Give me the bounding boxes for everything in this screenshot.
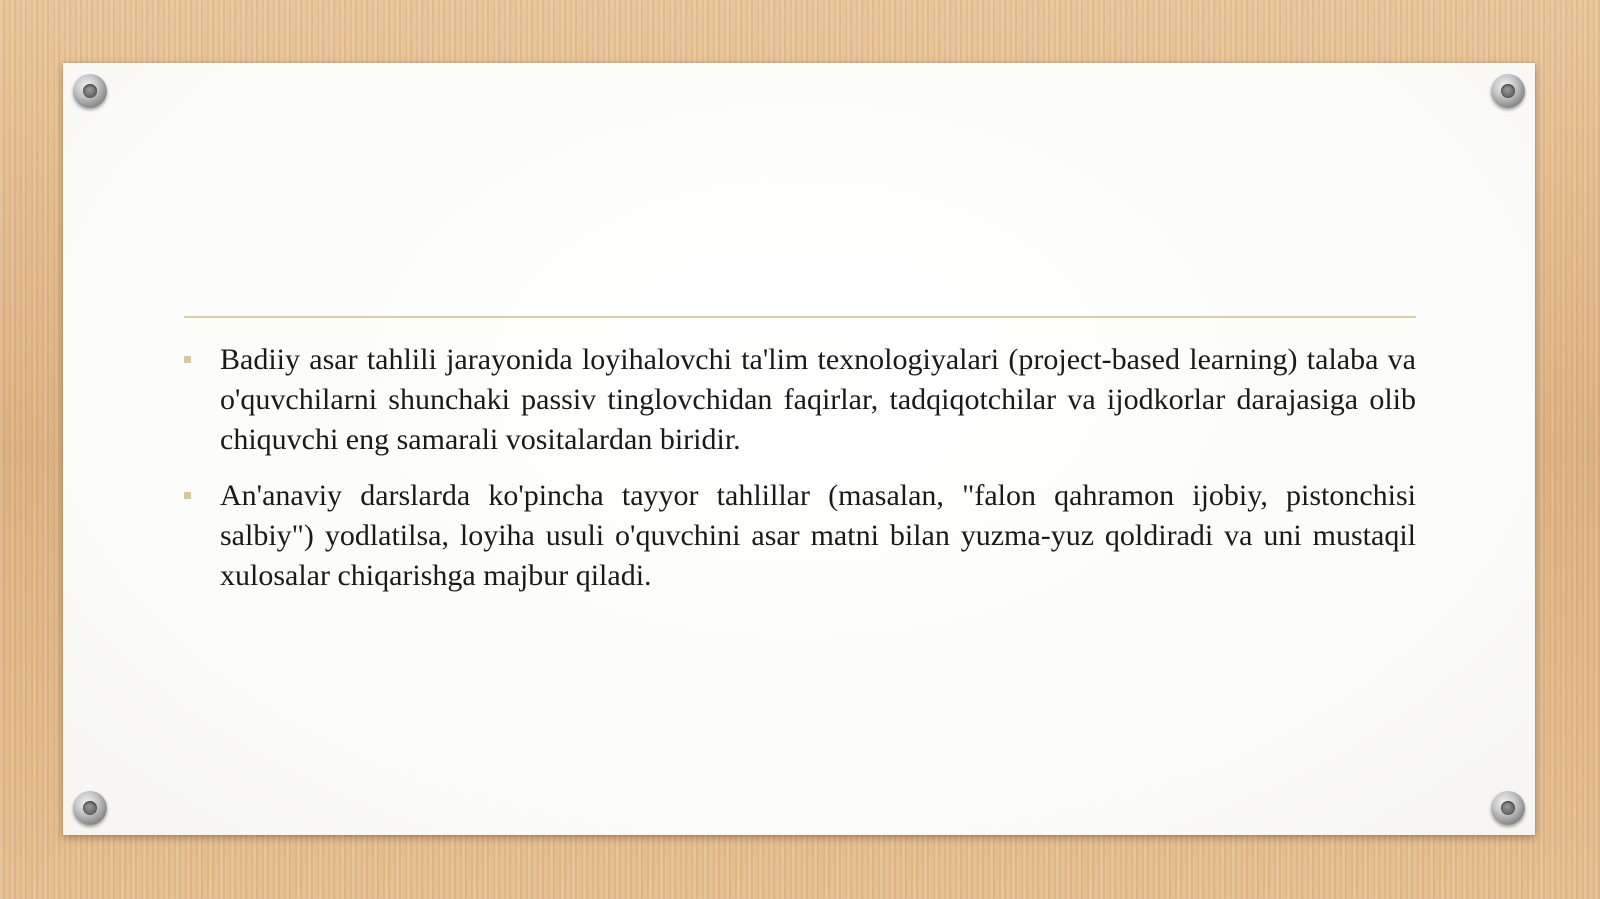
bullet-text: An'anaviy darslarda ko'pincha tayyor tahlillar (masalan, "falon qahramon ijobiy, pistonchisi salbiy") yodlatilsa, loyiha usuli o'quvchini asar matni bilan yuzma-yuz qoldiradi va uni mustaqil xulosalar chiqarishga majbur qiladi. bbox=[220, 479, 1416, 592]
bullet-marker-icon bbox=[184, 492, 191, 499]
bullet-item-1 bbox=[184, 340, 1416, 460]
bullet-text: Badiiy asar tahlili jarayonida loyihalovchi ta'lim texnologiyalari (project-based learning) talaba va o'quvchilarni shunchaki passiv tinglovchidan faqirlar, tadqiqotchilar va ijodkorlar darajasiga olib chiquvchi eng samarali vositalardan biridir. bbox=[220, 343, 1416, 456]
title-divider bbox=[184, 316, 1416, 318]
pin-icon-bottom-right bbox=[1491, 791, 1525, 825]
pin-icon-bottom-left bbox=[73, 791, 107, 825]
bullet-marker-icon bbox=[184, 356, 191, 363]
slide-content-list bbox=[184, 340, 1416, 612]
pin-icon-top-left bbox=[73, 74, 107, 108]
pin-icon-top-right bbox=[1491, 74, 1525, 108]
bullet-item-2 bbox=[184, 476, 1416, 596]
